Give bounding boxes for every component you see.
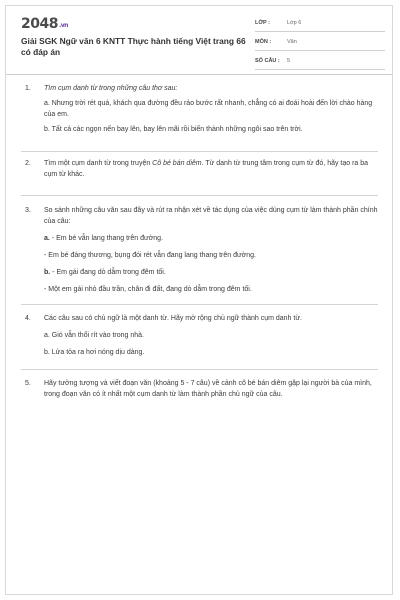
item-text: - Em gái đang dò dẫm trong đêm tối. [50, 269, 166, 276]
document-title: Giải SGK Ngữ văn 6 KNTT Thực hành tiếng Việt trang 66 có đáp án [21, 36, 246, 57]
question-text-part: Tìm một cụm danh từ trong truyện [44, 160, 153, 167]
question-4 [21, 313, 381, 358]
question-item: b. Tất cả các ngọn nến bay lên, bay lên mãi rồi biến thành những ngôi sao trên trời. [44, 126, 303, 133]
question-text: Các câu sau có chủ ngữ là một danh từ. Hãy mở rộng chủ ngữ thành cụm danh từ. [44, 315, 302, 322]
item-text: - Một em gái nhỏ đầu trần, chân đi đất, đang dò dẫm trong đêm tối. [44, 286, 252, 293]
question-1 [21, 83, 381, 135]
question-5 [21, 378, 381, 400]
question-item: b. Lửa tỏa ra hơi nóng dịu dàng. [44, 349, 145, 356]
item-label: b. [44, 269, 51, 276]
meta-panel [255, 18, 385, 75]
question-item [44, 250, 381, 261]
question-item [44, 267, 381, 278]
divider [21, 151, 378, 152]
question-number: 4. [25, 315, 31, 322]
item-label: a. [44, 235, 50, 242]
question-2 [21, 158, 381, 180]
question-text-part: . Từ danh từ trung tâm trong cụm từ đó, hãy tạo ra ba cụm từ khác. [44, 160, 369, 178]
worksheet [5, 5, 393, 595]
story-title: Cô bé bán diêm [152, 160, 202, 167]
question-text [44, 158, 381, 180]
question-number: 3. [25, 207, 31, 214]
meta-key-subject: MÔN : [255, 39, 272, 45]
meta-key-class: LỚP : [255, 20, 270, 26]
question-text: So sánh những câu văn sau đây và rút ra nhận xét về tác dụng của việc dùng cụm từ làm thành phần chính của câu: [44, 207, 378, 225]
question-number: 2. [25, 160, 31, 167]
meta-row-class [255, 18, 385, 32]
question-item: a. Nhưng trời rét quá, khách qua đường đều rảo bước rất nhanh, chẳng có ai đoái hoài đến lời chào hàng của em. [44, 100, 373, 118]
question-number: 5. [25, 380, 31, 387]
meta-row-count [255, 56, 385, 70]
worksheet-header [6, 6, 392, 75]
meta-row-subject [255, 37, 385, 51]
site-logo[interactable] [21, 16, 68, 32]
question-text: Tìm cụm danh từ trong những câu thơ sau: [44, 85, 178, 92]
question-number: 1. [25, 85, 31, 92]
question-text: Hãy tưởng tượng và viết đoạn văn (khoảng 5 - 7 câu) về cảnh cô bé bán diêm gặp lại người bà của mình, trong đoạn văn có ít nhất một cụm danh từ làm thành phần chủ ngữ của câu. [44, 380, 372, 398]
meta-value-class: Lớp 6 [287, 20, 302, 26]
question-3 [21, 205, 381, 295]
logo-domain-text: .vn [58, 22, 68, 29]
item-text: - Em bé đáng thương, bụng đói rét vẫn đang lang thang trên đường. [44, 252, 256, 259]
meta-value-subject: Văn [287, 39, 297, 45]
question-item [44, 233, 381, 244]
meta-key-count: SỐ CÂU : [255, 58, 280, 64]
divider [21, 369, 378, 370]
item-text: - Em bé vẫn lang thang trên đường. [49, 235, 164, 242]
meta-value-count: 5 [287, 58, 291, 64]
question-item: a. Gió vẫn thổi rít vào trong nhà. [44, 332, 145, 339]
question-item [44, 284, 381, 295]
divider [21, 195, 378, 196]
divider [21, 304, 378, 305]
logo-main-text: 2048 [21, 16, 58, 32]
